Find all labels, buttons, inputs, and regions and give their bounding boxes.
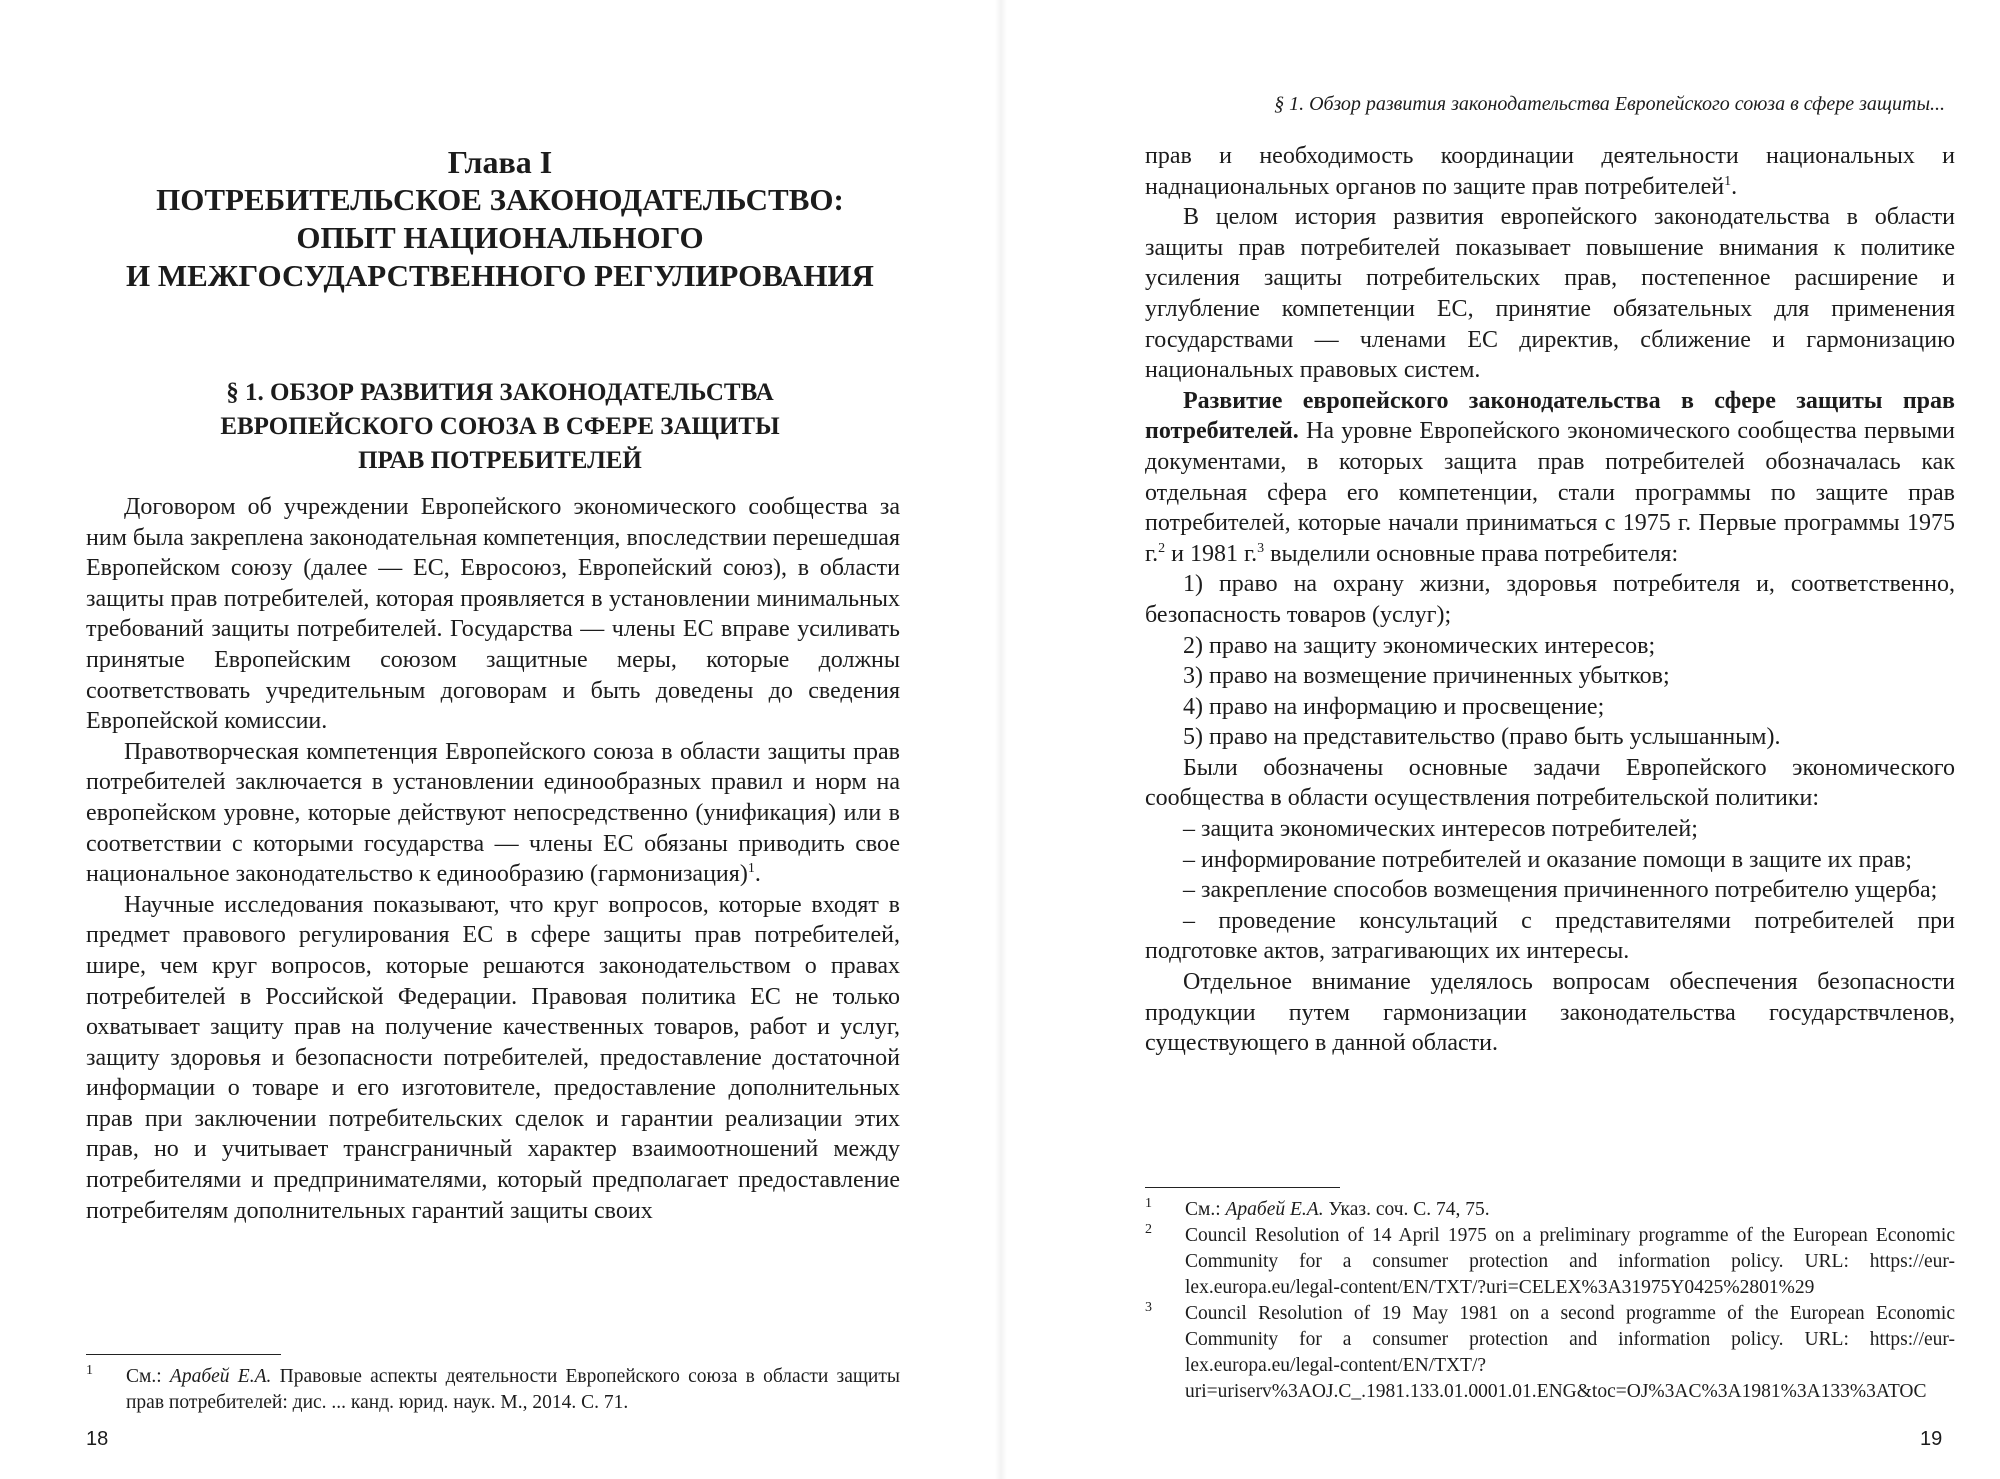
paragraph: В целом история развития европейского законодательства в области защиты прав потребителей показывает повышение внимания к политике усиления защиты потребительских прав, постепенное расширение и углубление компетенции ЕС, принятие обязательных для применения государствами — членами ЕС директив, сближение и гармонизацию национальных правовых систем. [1145, 204, 1955, 384]
chapter-heading [110, 143, 890, 295]
footnote-rule [1145, 1187, 1340, 1188]
footnote-ref: 2 [1158, 540, 1166, 556]
paragraph [86, 737, 900, 890]
page-number: 18 [86, 1428, 109, 1450]
paragraph: Были обозначены основные задачи Европейского экономического сообщества в области осуществления потребительской политики: [1145, 754, 1955, 812]
footnote-text: Council Resolution of 14 April 1975 on a preliminary programme of the European Economic Community for a consumer protection and information policy. URL: https://eur-lex.europa.eu/legal-content/EN/TXT/?uri=CELEX%3A31975Y0425%2801%29 [1185, 1225, 1955, 1298]
paragraph-end: . [754, 861, 761, 888]
footnote-mark: 2 [1145, 1222, 1152, 1237]
page-number: 19 [1920, 1428, 1943, 1450]
footnote-text: Правовые аспекты деятельности Европейского союза в области защиты прав потребителей: дис. ... канд. юрид. наук. М., 2014. С. 71. [126, 1366, 900, 1413]
chapter-number: Глава I [447, 144, 553, 180]
paragraph-end: . [1731, 173, 1738, 200]
footnote [1145, 1197, 1955, 1223]
paragraph-text: выделили основные права потребителя: [1264, 540, 1679, 567]
left-footnotes [86, 1364, 900, 1416]
footnote-ref: 1 [1724, 173, 1732, 189]
paragraph-text: На уровне Европейского экономического сообщества первыми документами, в которых защита прав потребителей обозначалась как отдельная сфера его компетенции, стали программы по защите прав потребителей, которые начали приниматься с 1975 г. Первые программы 1975 г. [1145, 418, 1955, 567]
running-head: § 1. Обзор развития законодательства Европейского союза в сфере защиты... [1274, 93, 1945, 115]
section-title-line: § 1. ОБЗОР РАЗВИТИЯ ЗАКОНОДАТЕЛЬСТВА [226, 379, 774, 406]
paragraph-text: Правотворческая компетенция Европейского союза в области защиты прав потребителей заключается в установлении единообразных правил и норм на европейском уровне, которые действуют непосредственно (унификация) или в соответствии с которыми государства — члены ЕС обязаны приводить свое национальное законодательство к единообразию (гармонизация) [86, 738, 900, 888]
list-item: – информирование потребителей и оказание помощи в защите их прав; [1183, 846, 1912, 873]
section-heading [150, 376, 850, 478]
left-body-text [86, 492, 900, 1226]
list-item: 4) право на информацию и просвещение; [1183, 693, 1605, 720]
footnote-author: Арабей Е.А. [169, 1366, 272, 1387]
list-item: – проведение консультаций с представителями потребителей при подготовке актов, затрагивающих их интересы. [1145, 907, 1955, 965]
chapter-title-line: ПОТРЕБИТЕЛЬСКОЕ ЗАКОНОДАТЕЛЬСТВО: [156, 182, 844, 217]
footnote [1145, 1223, 1955, 1301]
list-item: – закрепление способов возмещения причиненного потребителю ущерба; [1183, 877, 1938, 904]
paragraph: Отдельное внимание уделялось вопросам обеспечения безопасности продукции путем гармонизации законодательства государствчленов, существующего в данной области. [1145, 969, 1955, 1057]
paragraph [1145, 386, 1955, 570]
list-item: 1) право на охрану жизни, здоровья потребителя и, соответственно, безопасность товаров (услуг); [1145, 571, 1955, 628]
footnote-text: Council Resolution of 19 May 1981 on a second programme of the European Economic Community for a consumer protection and information policy. URL: https://eur-lex.europa.eu/legal-content/EN/TXT/?uri=uriserv%3AOJ.C_.1981.133.01.0001.01.ENG&toc=OJ%3AC%3A1981%3A133%3ATOC [1185, 1303, 1955, 1402]
footnote-author: Арабей Е.А. [1225, 1199, 1324, 1220]
footnote-rule [86, 1354, 281, 1355]
list-item: 5) право на представительство (право быть услышанным). [1183, 724, 1781, 751]
footnote-prefix: См.: [126, 1366, 170, 1387]
chapter-title-line: ОПЫТ НАЦИОНАЛЬНОГО [296, 220, 704, 255]
footnote [86, 1364, 900, 1416]
right-body-text [1145, 141, 1955, 1059]
footnote-prefix: См.: [1185, 1199, 1226, 1220]
footnote-ref: 1 [747, 861, 755, 877]
paragraph-text: и 1981 г. [1165, 540, 1258, 567]
paragraph: Договором об учреждении Европейского экономического сообщества за ним была закреплена законодательная компетенция, впоследствии перешедшая Европейском союзу (далее — ЕС, Евросоюз, Европейский союз), в области защиты прав потребителей, которая проявляется в установлении минимальных требований защиты потребителей. Государства — члены ЕС вправе усиливать принятые Европейским союзом защитные меры, которые должны соответствовать учредительным договорам и быть доведены до сведения Европейской комиссии. [86, 494, 900, 735]
footnote [1145, 1301, 1955, 1405]
paragraph [1145, 141, 1955, 202]
paragraph: Научные исследования показывают, что круг вопросов, которые входят в предмет правового регулирования ЕС в сфере защиты прав потребителей, шире, чем круг вопросов, которые решаются законодательством о правах потребителей в Российской Федерации. Правовая политика ЕС не только охватывает защиту прав на получение качественных товаров, работ и услуг, защиту здоровья и безопасности потребителей, предоставление достаточной информации о товаре и его изготовителе, предоставление дополнительных прав при заключении потребительских сделок и гарантии реализации этих прав, но и учитывает трансграничный характер взаимоотношений между потребителями и предпринимателями, который предполагает предоставление потребителям дополнительных гарантий защиты своих [86, 891, 900, 1224]
paragraph-text: прав и необходимость координации деятельности национальных и наднациональных органов по защите прав потребителей [1145, 143, 1955, 200]
section-title-line: ЕВРОПЕЙСКОГО СОЮЗА В СФЕРЕ ЗАЩИТЫ [220, 413, 780, 440]
chapter-title-line: И МЕЖГОСУДАРСТВЕННОГО РЕГУЛИРОВАНИЯ [126, 258, 874, 293]
footnote-mark: 1 [1145, 1196, 1152, 1211]
list-item: 3) право на возмещение причиненных убытков; [1183, 663, 1670, 690]
list-item: – защита экономических интересов потребителей; [1183, 816, 1698, 843]
right-footnotes [1145, 1197, 1955, 1405]
section-title-line: ПРАВ ПОТРЕБИТЕЛЕЙ [358, 447, 642, 474]
list-item: 2) право на защиту экономических интересов; [1183, 632, 1656, 659]
footnote-mark: 1 [86, 1363, 93, 1378]
footnote-ref: 3 [1257, 540, 1265, 556]
footnote-mark: 3 [1145, 1300, 1152, 1315]
footnote-text: Указ. соч. С. 74, 75. [1323, 1199, 1490, 1220]
run-in-heading: Развитие европейского законодательства в сфере защиты прав потребителей. [1145, 387, 1955, 445]
